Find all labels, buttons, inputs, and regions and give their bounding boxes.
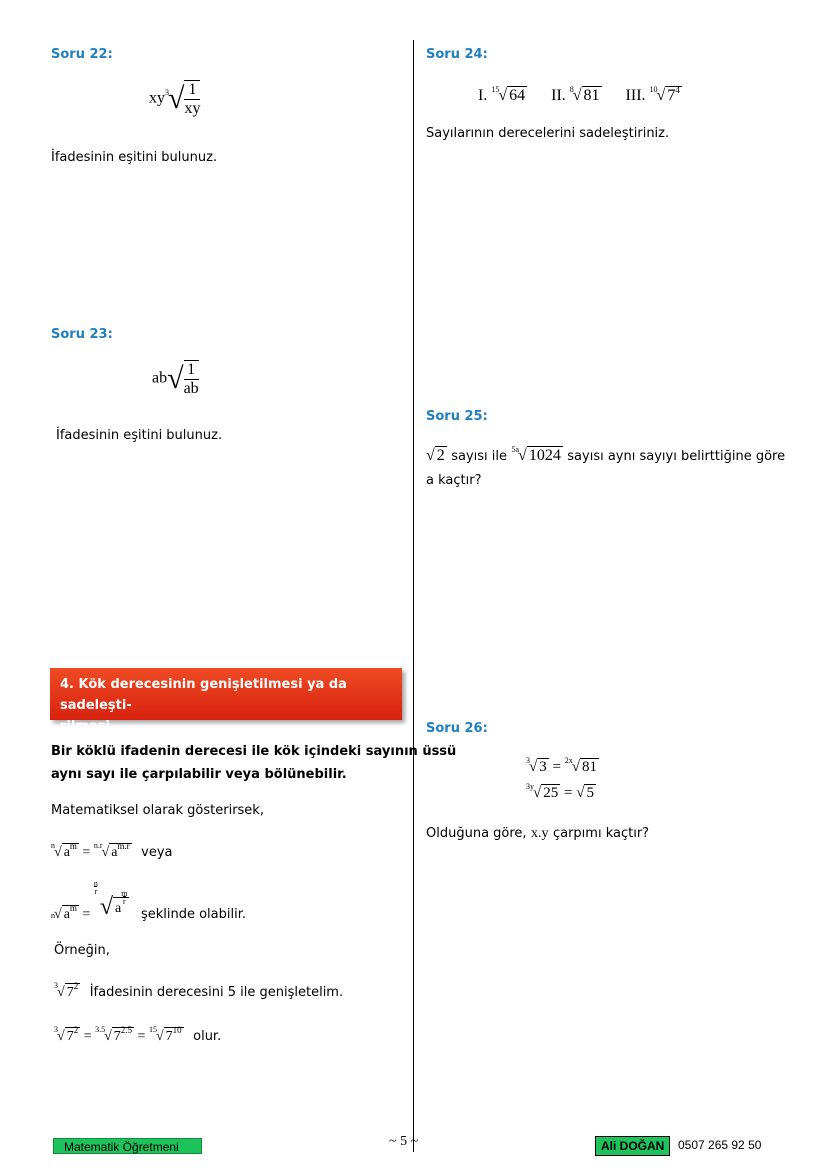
example-2: $^3$√ $7^2 = ^{3.5}√$ $7^{2.5} = ^{15}√$ $7^{10}$ olur.	[54, 1025, 222, 1044]
example-intro: Örneğin,	[54, 943, 110, 958]
q22-text: İfadesinin eşitini bulunuz.	[51, 150, 218, 165]
example-1: $^3$√ $7^2$ İfadesinin derecesini 5 ile genişletelim.	[54, 981, 344, 1000]
q23-expression: ab√ $\frac{1}{ab}$	[152, 361, 199, 397]
formula-1-suffix: veya	[141, 845, 173, 860]
q24-items: I. $^{15}$√ 64 II. $^8$√ 81 III. $^{10}$√ $7^4$	[478, 85, 680, 104]
formula-2-suffix: şeklinde olabilir.	[140, 907, 247, 922]
example-2-suffix: olur.	[193, 1029, 222, 1044]
q24-text: Sayılarının derecelerini sadeleştiriniz.	[426, 126, 670, 141]
q24-heading: Soru 24:	[426, 47, 488, 62]
author-name: Ali DOĞAN	[595, 1136, 670, 1156]
q26-text: Olduğuna göre, x.y çarpımı kaçtır?	[426, 826, 650, 841]
column-divider	[413, 40, 414, 1152]
banner-line-2: rilmesi	[60, 719, 110, 734]
q23-text: İfadesinin eşitini bulunuz.	[56, 428, 223, 443]
intro-text: Matematiksel olarak gösterirsek,	[51, 803, 264, 818]
q22-heading: Soru 22:	[51, 47, 113, 62]
rule-line-1: Bir köklü ifadenin derecesi ile kök içindeki sayının üssü	[51, 744, 457, 759]
example-1-text: İfadesinin derecesini 5 ile genişletelim.	[89, 985, 344, 1000]
q23-heading: Soru 23:	[51, 327, 113, 342]
formula-2: $_n$√ $a^m$ = n r √ am r şeklinde olabilir.	[51, 879, 247, 922]
page-number: ~ 5 ~	[389, 1134, 419, 1149]
q22-expression: $xy^3√$ $\frac{1}{xy}$	[149, 81, 201, 117]
formula-1: $^n$√ $a^m = ^{n.r}√$ $a^{m.r}$ veya	[51, 841, 173, 860]
q26-heading: Soru 26:	[426, 721, 488, 736]
banner-line-1: 4. Kök derecesinin genişletilmesi ya da sadeleşti-	[60, 677, 347, 713]
q25-heading: Soru 25:	[426, 409, 488, 424]
section-banner	[50, 668, 402, 734]
q25-line-2: a kaçtır?	[426, 473, 482, 488]
footer-subject: Matematik Öğretmeni	[53, 1138, 202, 1154]
q25-line-1: √ 2 sayısı ile $^{5a}$√ 1024 sayısı aynı sayıyı belirttiğine göre	[426, 445, 786, 464]
q26-equation-1: $^3$√ 3 = $^{2x}$√ 81	[526, 756, 597, 775]
rule-line-2: aynı sayı ile çarpılabilir veya bölünebilir.	[51, 767, 347, 782]
q26-equation-2: $^{3y}$√ 25 = √ 5	[526, 782, 594, 801]
author-phone: 0507 265 92 50	[678, 1138, 762, 1152]
